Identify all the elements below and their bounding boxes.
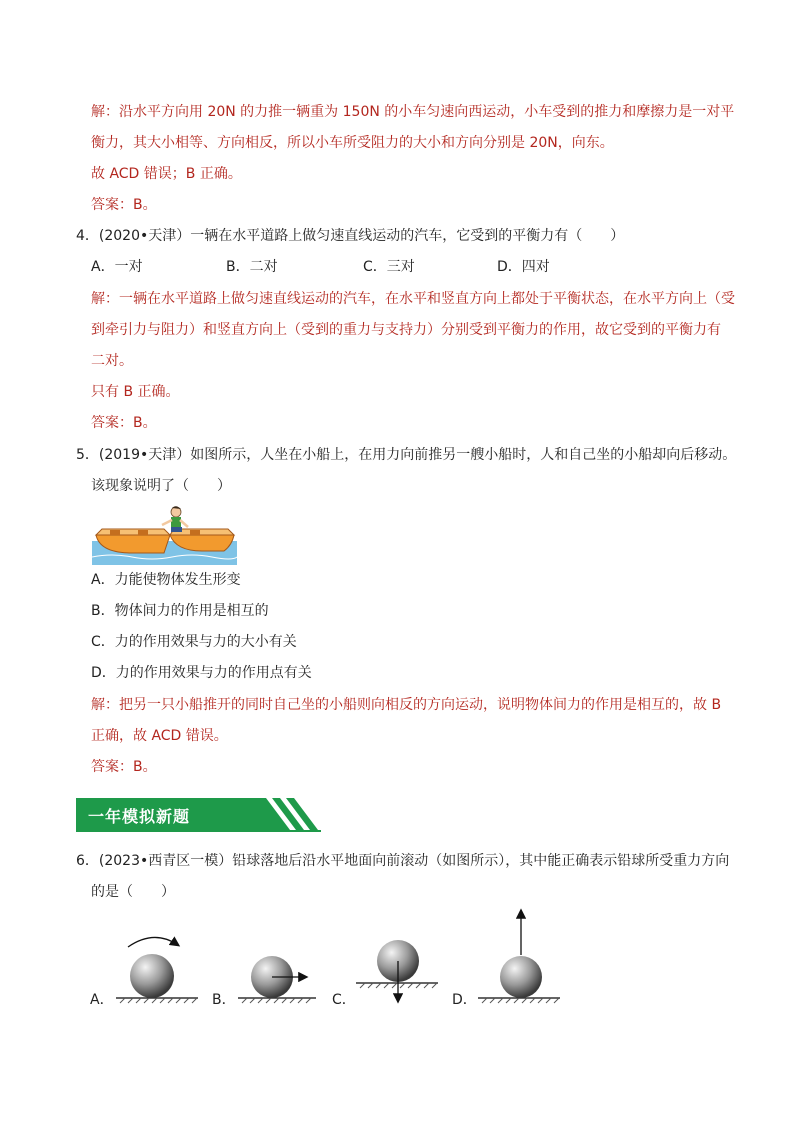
section-title: 一年模拟新题 xyxy=(88,807,191,826)
q6-figure-d xyxy=(478,911,560,1003)
q6-figure-b xyxy=(238,956,316,1003)
q4-option-c: C．三对 xyxy=(363,259,415,275)
q6-figure-c xyxy=(356,940,438,1001)
q5-option-a: A．力能使物体发生形变 xyxy=(91,572,241,588)
q4-option-b: B．二对 xyxy=(226,259,278,275)
q4-stem: 4．(2020•天津）一辆在水平道路上做匀速直线运动的汽车，它受到的平衡力有（ ） xyxy=(76,228,625,244)
q6-option-c-label: C． xyxy=(332,992,356,1008)
q5-stem-line-2: 该现象说明了（ ） xyxy=(91,478,231,494)
q5-answer: 答案：B。 xyxy=(91,759,157,775)
q6-figure-a xyxy=(116,937,198,1003)
q5-option-d: D．力的作用效果与力的作用点有关 xyxy=(91,665,312,681)
q6-option-d-label: D． xyxy=(452,992,477,1008)
boat-illustration xyxy=(92,505,237,565)
q6-stem-line-1: 6．(2023•西青区一模）铅球落地后沿水平地面向前滚动（如图所示），其中能正确表示铅球所受重力方向 xyxy=(76,853,730,869)
q5-option-c: C．力的作用效果与力的大小有关 xyxy=(91,634,297,650)
q5-solution-line-2: 正确，故 ACD 错误。 xyxy=(91,728,228,744)
q4-solution-line-2: 到牵引力与阻力）和竖直方向上（受到的重力与支持力）分别受到平衡力的作用，故它受到的平衡力有 xyxy=(91,322,721,338)
q4-answer: 答案：B。 xyxy=(91,415,157,431)
q5-solution-line-1: 解：把另一只小船推开的同时自己坐的小船则向相反的方向运动，说明物体间力的作用是相互的，故 B xyxy=(91,697,722,713)
q4-option-d: D．四对 xyxy=(497,259,550,275)
q3-solution-line-1: 解：沿水平方向用 20N 的力推一辆重为 150N 的小车匀速向西运动，小车受到的推力和摩擦力是一对平 xyxy=(91,104,735,120)
q5-stem-line-1: 5．(2019•天津）如图所示，人坐在小船上，在用力向前推另一艘小船时，人和自己坐的小船却向后移动。 xyxy=(76,447,737,463)
q4-solution-line-3: 二对。 xyxy=(91,353,133,369)
q4-solution-line-4: 只有 B 正确。 xyxy=(91,384,180,400)
q6-option-a-label: A． xyxy=(90,992,114,1008)
section-rule xyxy=(76,830,321,832)
q6-stem-line-2: 的是（ ） xyxy=(91,884,175,900)
section-banner-stripes xyxy=(256,798,326,830)
q3-answer: 答案：B。 xyxy=(91,197,157,213)
q4-solution-line-1: 解：一辆在水平道路上做匀速直线运动的汽车，在水平和竖直方向上都处于平衡状态，在水平方向上（受 xyxy=(91,291,735,307)
section-banner xyxy=(76,798,321,832)
q4-option-a: A．一对 xyxy=(91,259,143,275)
q6-option-b-label: B． xyxy=(212,992,236,1008)
q3-solution-line-2: 衡力，其大小相等、方向相反，所以小车所受阻力的大小和方向分别是 20N，向东。 xyxy=(91,135,614,151)
q3-solution-line-3: 故 ACD 错误；B 正确。 xyxy=(91,166,242,182)
q5-option-b: B．物体间力的作用是相互的 xyxy=(91,603,269,619)
